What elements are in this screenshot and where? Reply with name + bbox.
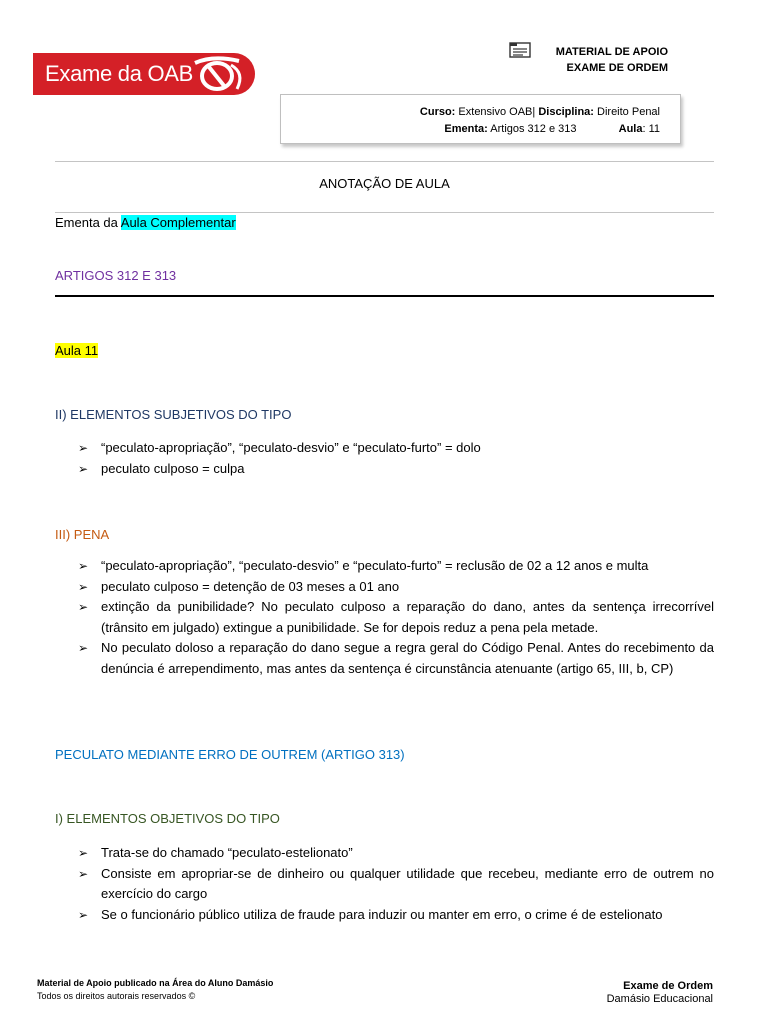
footer-left-line2: Todos os direitos autorais reservados © — [37, 991, 196, 1001]
heading-elementos-subjetivos: II) ELEMENTOS SUBJETIVOS DO TIPO — [55, 407, 292, 422]
discipline-value: Direito Penal — [597, 106, 660, 118]
support-title — [556, 44, 668, 76]
footer-right-line1: Exame de Ordem — [623, 980, 713, 992]
page-title: ANOTAÇÃO DE AULA — [319, 176, 450, 191]
course-info-box — [280, 94, 681, 144]
ementa-line — [444, 123, 660, 135]
heading-pena: III) PENA — [55, 527, 110, 542]
list-item: ➢ Se o funcionário público utiliza de fraude para induzir ou manter em erro, o crime é de estelionato — [78, 905, 714, 926]
list-item: ➢ peculato culposo = culpa — [78, 459, 714, 480]
list-item: ➢ Consiste em apropriar-se de dinheiro ou qualquer utilidade que recebeu, mediante erro de outrem no exercício do cargo — [78, 865, 714, 901]
arrow-bullet-icon: ➢ — [78, 579, 89, 594]
arrow-bullet-icon: ➢ — [78, 907, 89, 922]
divider-artigos — [55, 295, 714, 297]
ementa-highlight: Aula Complementar — [120, 215, 236, 230]
ementa-prefix: Ementa da — [55, 215, 118, 230]
list-pena — [78, 556, 714, 679]
arrow-bullet-icon: ➢ — [78, 559, 89, 573]
footer-right — [607, 980, 713, 1006]
list-item: ➢ No peculato doloso a reparação do dano segue a regra geral do Código Penal. Antes do recebimento da denúncia é arrependimento, mas antes da sentença é circunstância atenuante (artigo 65, III, b, CP) — [78, 640, 714, 676]
list-item: ➢ extinção da punibilidade? No peculato culposo a reparação do dano, antes da sentença irrecorrível (trânsito em julgado) extingue a punibilidade. Se for depois reduz a pena pela metade. — [78, 599, 714, 635]
course-line — [420, 106, 660, 118]
ementa-label: Ementa: — [444, 123, 488, 135]
footer-left — [37, 977, 273, 1003]
aula-tag-highlight: Aula 11 — [55, 343, 99, 358]
support-line1: MATERIAL DE APOIO — [555, 46, 668, 58]
list-item: ➢ peculato culposo = detenção de 03 meses a 01 ano — [78, 577, 714, 598]
course-label: Curso: — [419, 106, 456, 118]
arrow-bullet-icon: ➢ — [78, 866, 89, 881]
list-item: ➢ “peculato-apropriação”, “peculato-desvio” e “peculato-furto” = reclusão de 02 a 12 anos e multa — [78, 556, 714, 577]
heading-peculato-erro: PECULATO MEDIANTE ERRO DE OUTREM (ARTIGO 313) — [55, 747, 405, 762]
aula-tag — [55, 343, 98, 358]
list-elementos-objetivos — [78, 843, 714, 925]
document-icon — [509, 42, 531, 58]
list-item: ➢ Trata-se do chamado “peculato-estelionato” — [78, 843, 714, 864]
heading-elementos-objetivos: I) ELEMENTOS OBJETIVOS DO TIPO — [55, 811, 280, 826]
divider-title — [55, 212, 714, 213]
oab-emblem-icon — [183, 53, 255, 95]
oab-logo — [33, 53, 255, 95]
section-artigos: ARTIGOS 312 E 313 — [55, 268, 177, 283]
ementa-value: Artigos 312 e 313 — [490, 123, 577, 135]
list-elementos-subjetivos — [78, 438, 714, 479]
list-item: ➢ “peculato-apropriação”, “peculato-desvio” e “peculato-furto” = dolo — [78, 438, 714, 459]
arrow-bullet-icon: ➢ — [78, 600, 89, 614]
logo-text: Exame da OAB — [45, 61, 194, 86]
discipline-label: Disciplina: — [538, 106, 594, 118]
aula-label: Aula — [618, 123, 643, 135]
ementa-line-main — [55, 215, 236, 230]
arrow-bullet-icon: ➢ — [78, 441, 89, 455]
aula-value: : 11 — [642, 123, 660, 135]
course-value: Extensivo OAB| — [458, 106, 536, 118]
arrow-bullet-icon: ➢ — [78, 461, 89, 476]
arrow-bullet-icon: ➢ — [78, 641, 89, 655]
footer-left-line1: Material de Apoio publicado na Área do Aluno Damásio — [37, 978, 274, 988]
divider-top — [55, 161, 714, 162]
support-line2: EXAME DE ORDEM — [566, 62, 668, 74]
arrow-bullet-icon: ➢ — [78, 846, 89, 860]
footer-right-line2: Damásio Educacional — [606, 993, 713, 1005]
